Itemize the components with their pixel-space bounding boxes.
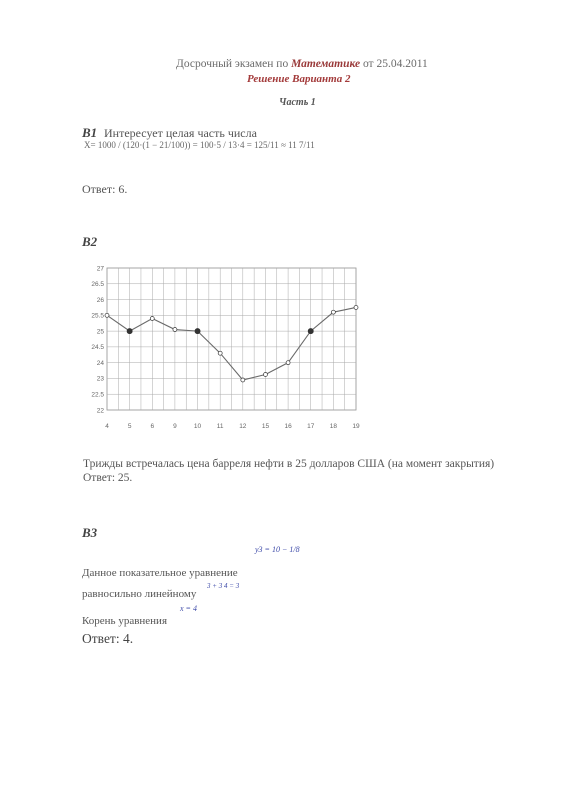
b1-label: B1	[82, 125, 98, 140]
x-tick-label: 10	[193, 423, 202, 430]
part-title: Часть 1	[279, 97, 316, 108]
header-date: 25.04.2011	[376, 58, 428, 70]
solution-title: Решение Варианта 2	[247, 73, 351, 85]
oil-price-line-chart	[86, 262, 366, 432]
highlighted-data-point	[127, 329, 132, 334]
b3-task-text: Данное показательное уравнение	[82, 567, 238, 579]
data-point	[263, 373, 267, 377]
data-point	[286, 361, 290, 365]
b2-answer: Ответ: 25.	[83, 472, 133, 484]
x-tick-label: 9	[173, 423, 177, 430]
y-tick-label: 24	[96, 359, 104, 367]
data-point	[354, 305, 358, 309]
data-point	[218, 351, 222, 355]
b3-handwritten-note-1: y3 = 10 − 1/8	[255, 545, 300, 554]
y-tick-label: 22	[96, 407, 104, 415]
b2-label: B2	[82, 234, 98, 249]
highlighted-data-point	[308, 329, 313, 334]
x-tick-label: 4	[105, 423, 109, 430]
y-tick-label: 24.5	[91, 344, 104, 352]
y-tick-label: 26	[96, 296, 104, 304]
x-tick-label: 5	[127, 423, 132, 430]
b3-handwritten-note-2: 3 + 3 4 = 3	[207, 582, 240, 590]
y-tick-label: 26.5	[91, 281, 104, 289]
x-tick-label: 18	[329, 423, 337, 430]
b1-formula: X= 1000 / (120·(1 − 21/100)) = 100·5 / 13·4 = 125/11 ≈ 11 7/11	[84, 140, 315, 150]
y-tick-label: 27	[96, 265, 104, 273]
b2-text: Трижды встречалась цена барреля нефти в 25 долларов США (на момент закрытия)	[83, 458, 495, 470]
y-tick-label: 23	[96, 375, 104, 383]
x-tick-label: 11	[216, 423, 224, 430]
b1-text: Интересует целая часть числа	[104, 126, 257, 140]
exam-header	[176, 58, 428, 70]
data-point	[331, 310, 335, 314]
x-tick-label: 6	[150, 423, 155, 430]
header-prefix: Досрочный экзамен по	[176, 58, 289, 70]
x-tick-label: 16	[284, 423, 292, 430]
b3-equivalent-text: равносильно линейному	[82, 588, 197, 600]
b3-root-text: Корень уравнения	[82, 615, 168, 627]
x-tick-label: 15	[261, 423, 270, 430]
b3-answer: Ответ: 4.	[82, 631, 134, 646]
header-subject: Математике	[291, 58, 361, 70]
data-point	[241, 378, 245, 382]
b3-label: B3	[82, 525, 98, 540]
x-tick-label: 17	[307, 423, 315, 430]
b3-handwritten-note-3: x = 4	[180, 604, 197, 613]
header-date-prefix: от	[362, 58, 374, 70]
highlighted-data-point	[195, 329, 200, 334]
y-tick-label: 25	[96, 328, 104, 336]
data-point	[150, 316, 154, 320]
x-tick-label: 12	[239, 423, 247, 430]
data-point	[105, 313, 109, 317]
y-tick-label: 25.5	[91, 312, 104, 320]
y-tick-label: 22.5	[91, 391, 104, 399]
data-point	[173, 328, 177, 332]
b1-answer: Ответ: 6.	[82, 182, 128, 196]
x-tick-label: 19	[352, 423, 360, 430]
